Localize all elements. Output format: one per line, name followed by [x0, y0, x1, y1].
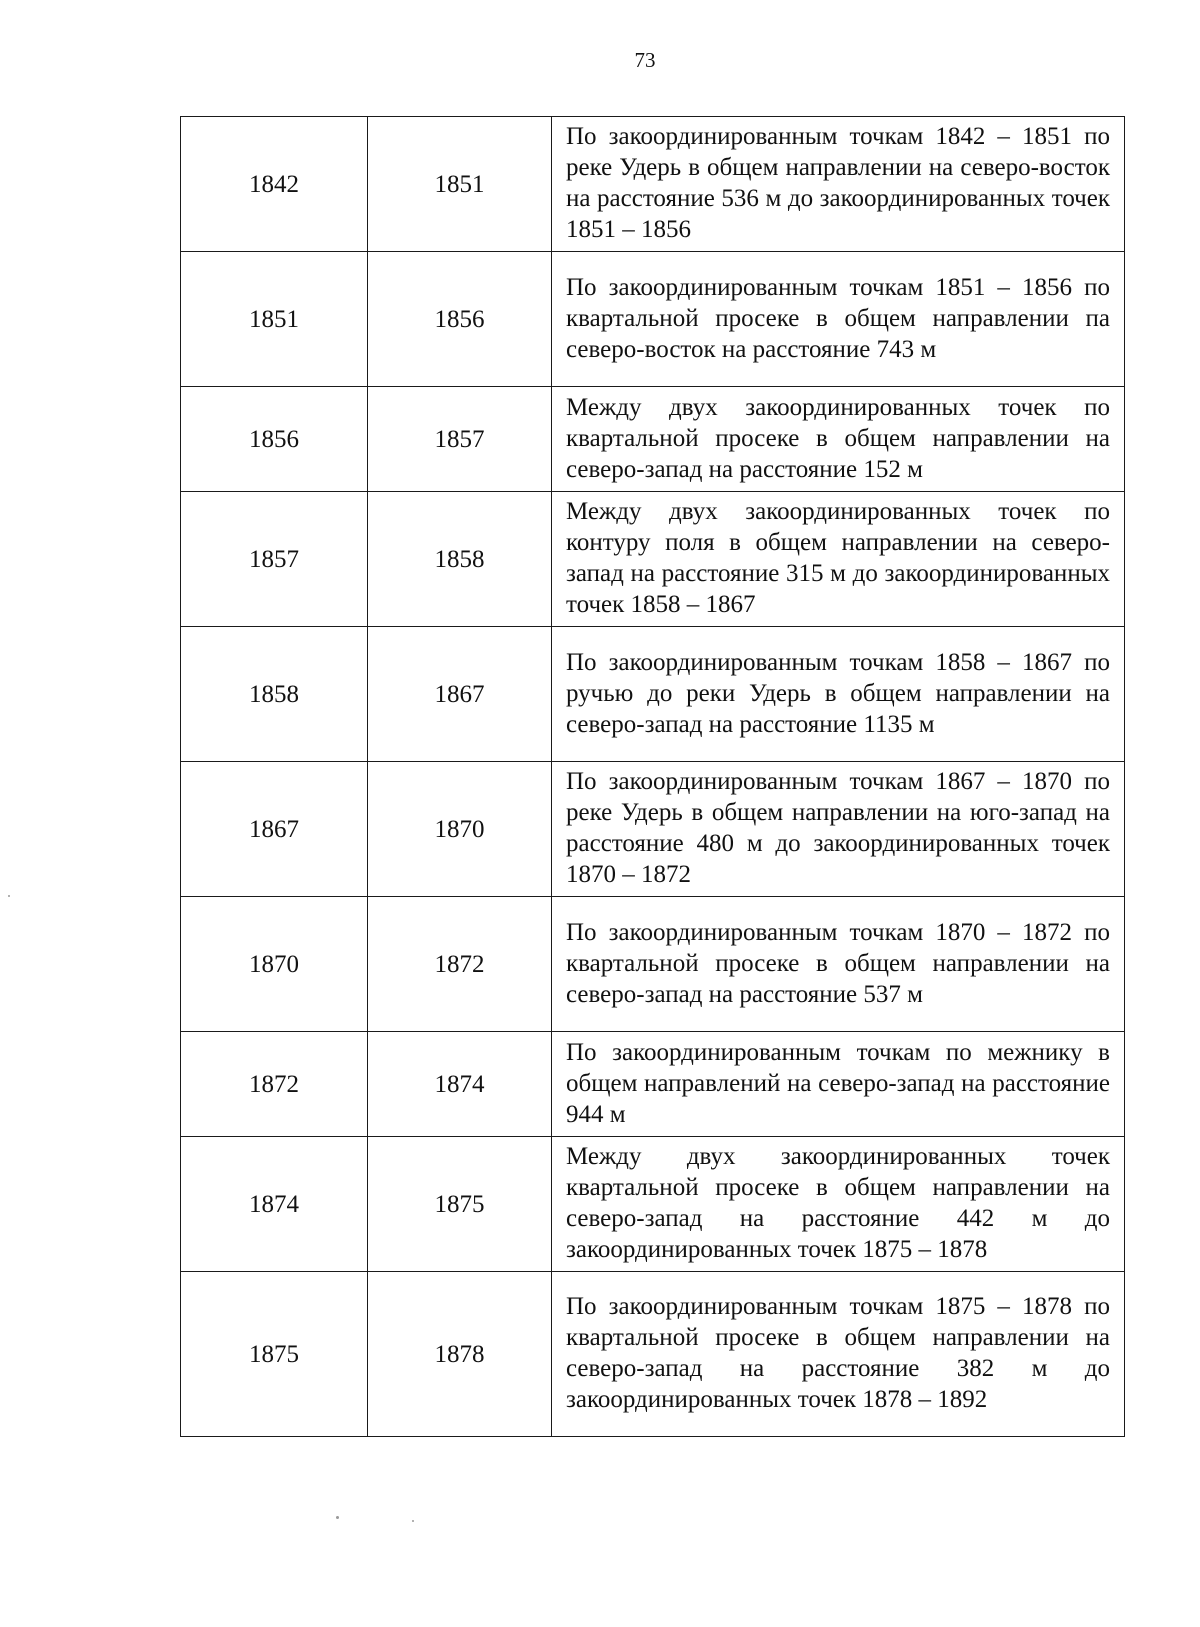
from-point-cell: 1870 — [181, 897, 368, 1032]
scan-speck — [412, 1520, 414, 1522]
to-point-cell: 1856 — [368, 252, 552, 387]
from-point-cell: 1858 — [181, 627, 368, 762]
to-point-cell: 1875 — [368, 1137, 552, 1272]
description-cell: По закоординированным точкам 1867 – 1870 по реке Удерь в общем направлении на юго-запад на расстояние 480 м до закоординированных точек 1870 – 1872 — [552, 762, 1125, 897]
table-row — [181, 1032, 1125, 1137]
from-point-cell: 1842 — [181, 117, 368, 252]
page-number: 73 — [634, 48, 656, 72]
description-cell: По закоординированным точкам 1842 – 1851 по реке Удерь в общем направлении на северо-восток на расстояние 536 м до закоординированных точек 1851 – 1856 — [552, 117, 1125, 252]
description-cell: Между двух закоординированных точек квартальной просеке в общем направлении на северо-запад на расстояние 442 м до закоординированных точек 1875 – 1878 — [552, 1137, 1125, 1272]
from-point-cell: 1851 — [181, 252, 368, 387]
description-cell: Между двух закоординированных точек по квартальной просеке в общем направлении на северо-запад на расстояние 152 м — [552, 387, 1125, 492]
scan-speck — [336, 1516, 339, 1519]
table-row — [181, 627, 1125, 762]
to-point-cell: 1870 — [368, 762, 552, 897]
to-point-cell: 1851 — [368, 117, 552, 252]
table-row — [181, 252, 1125, 387]
to-point-cell: 1858 — [368, 492, 552, 627]
to-point-cell: 1857 — [368, 387, 552, 492]
to-point-cell: 1874 — [368, 1032, 552, 1137]
table-row — [181, 1272, 1125, 1437]
from-point-cell: 1872 — [181, 1032, 368, 1137]
description-cell: По закоординированным точкам 1875 – 1878 по квартальной просеке в общем направлении на северо-запад на расстояние 382 м до закоординированных точек 1878 – 1892 — [552, 1272, 1125, 1437]
description-cell: По закоординированным точкам 1870 – 1872 по квартальной просеке в общем направлении на северо-запад на расстояние 537 м — [552, 897, 1125, 1032]
table-row — [181, 1137, 1125, 1272]
from-point-cell: 1875 — [181, 1272, 368, 1437]
table-row — [181, 387, 1125, 492]
to-point-cell: 1867 — [368, 627, 552, 762]
table-row — [181, 492, 1125, 627]
description-cell: По закоординированным точкам 1851 – 1856 по квартальной просеке в общем направлении па северо-восток на расстояние 743 м — [552, 252, 1125, 387]
to-point-cell: 1878 — [368, 1272, 552, 1437]
boundary-table — [180, 116, 1125, 1437]
description-cell: Между двух закоординированных точек по контуру поля в общем направлении на северо-запад на расстояние 315 м до закоординированных точек 1858 – 1867 — [552, 492, 1125, 627]
table-row — [181, 897, 1125, 1032]
from-point-cell: 1874 — [181, 1137, 368, 1272]
table-row — [181, 117, 1125, 252]
from-point-cell: 1856 — [181, 387, 368, 492]
to-point-cell: 1872 — [368, 897, 552, 1032]
description-cell: По закоординированным точкам 1858 – 1867 по ручью до реки Удерь в общем направлении на северо-запад на расстояние 1135 м — [552, 627, 1125, 762]
from-point-cell: 1867 — [181, 762, 368, 897]
scan-speck — [8, 895, 10, 897]
table-row — [181, 762, 1125, 897]
from-point-cell: 1857 — [181, 492, 368, 627]
description-cell: По закоординированным точкам по межнику в общем направлений на северо-запад на расстояние 944 м — [552, 1032, 1125, 1137]
